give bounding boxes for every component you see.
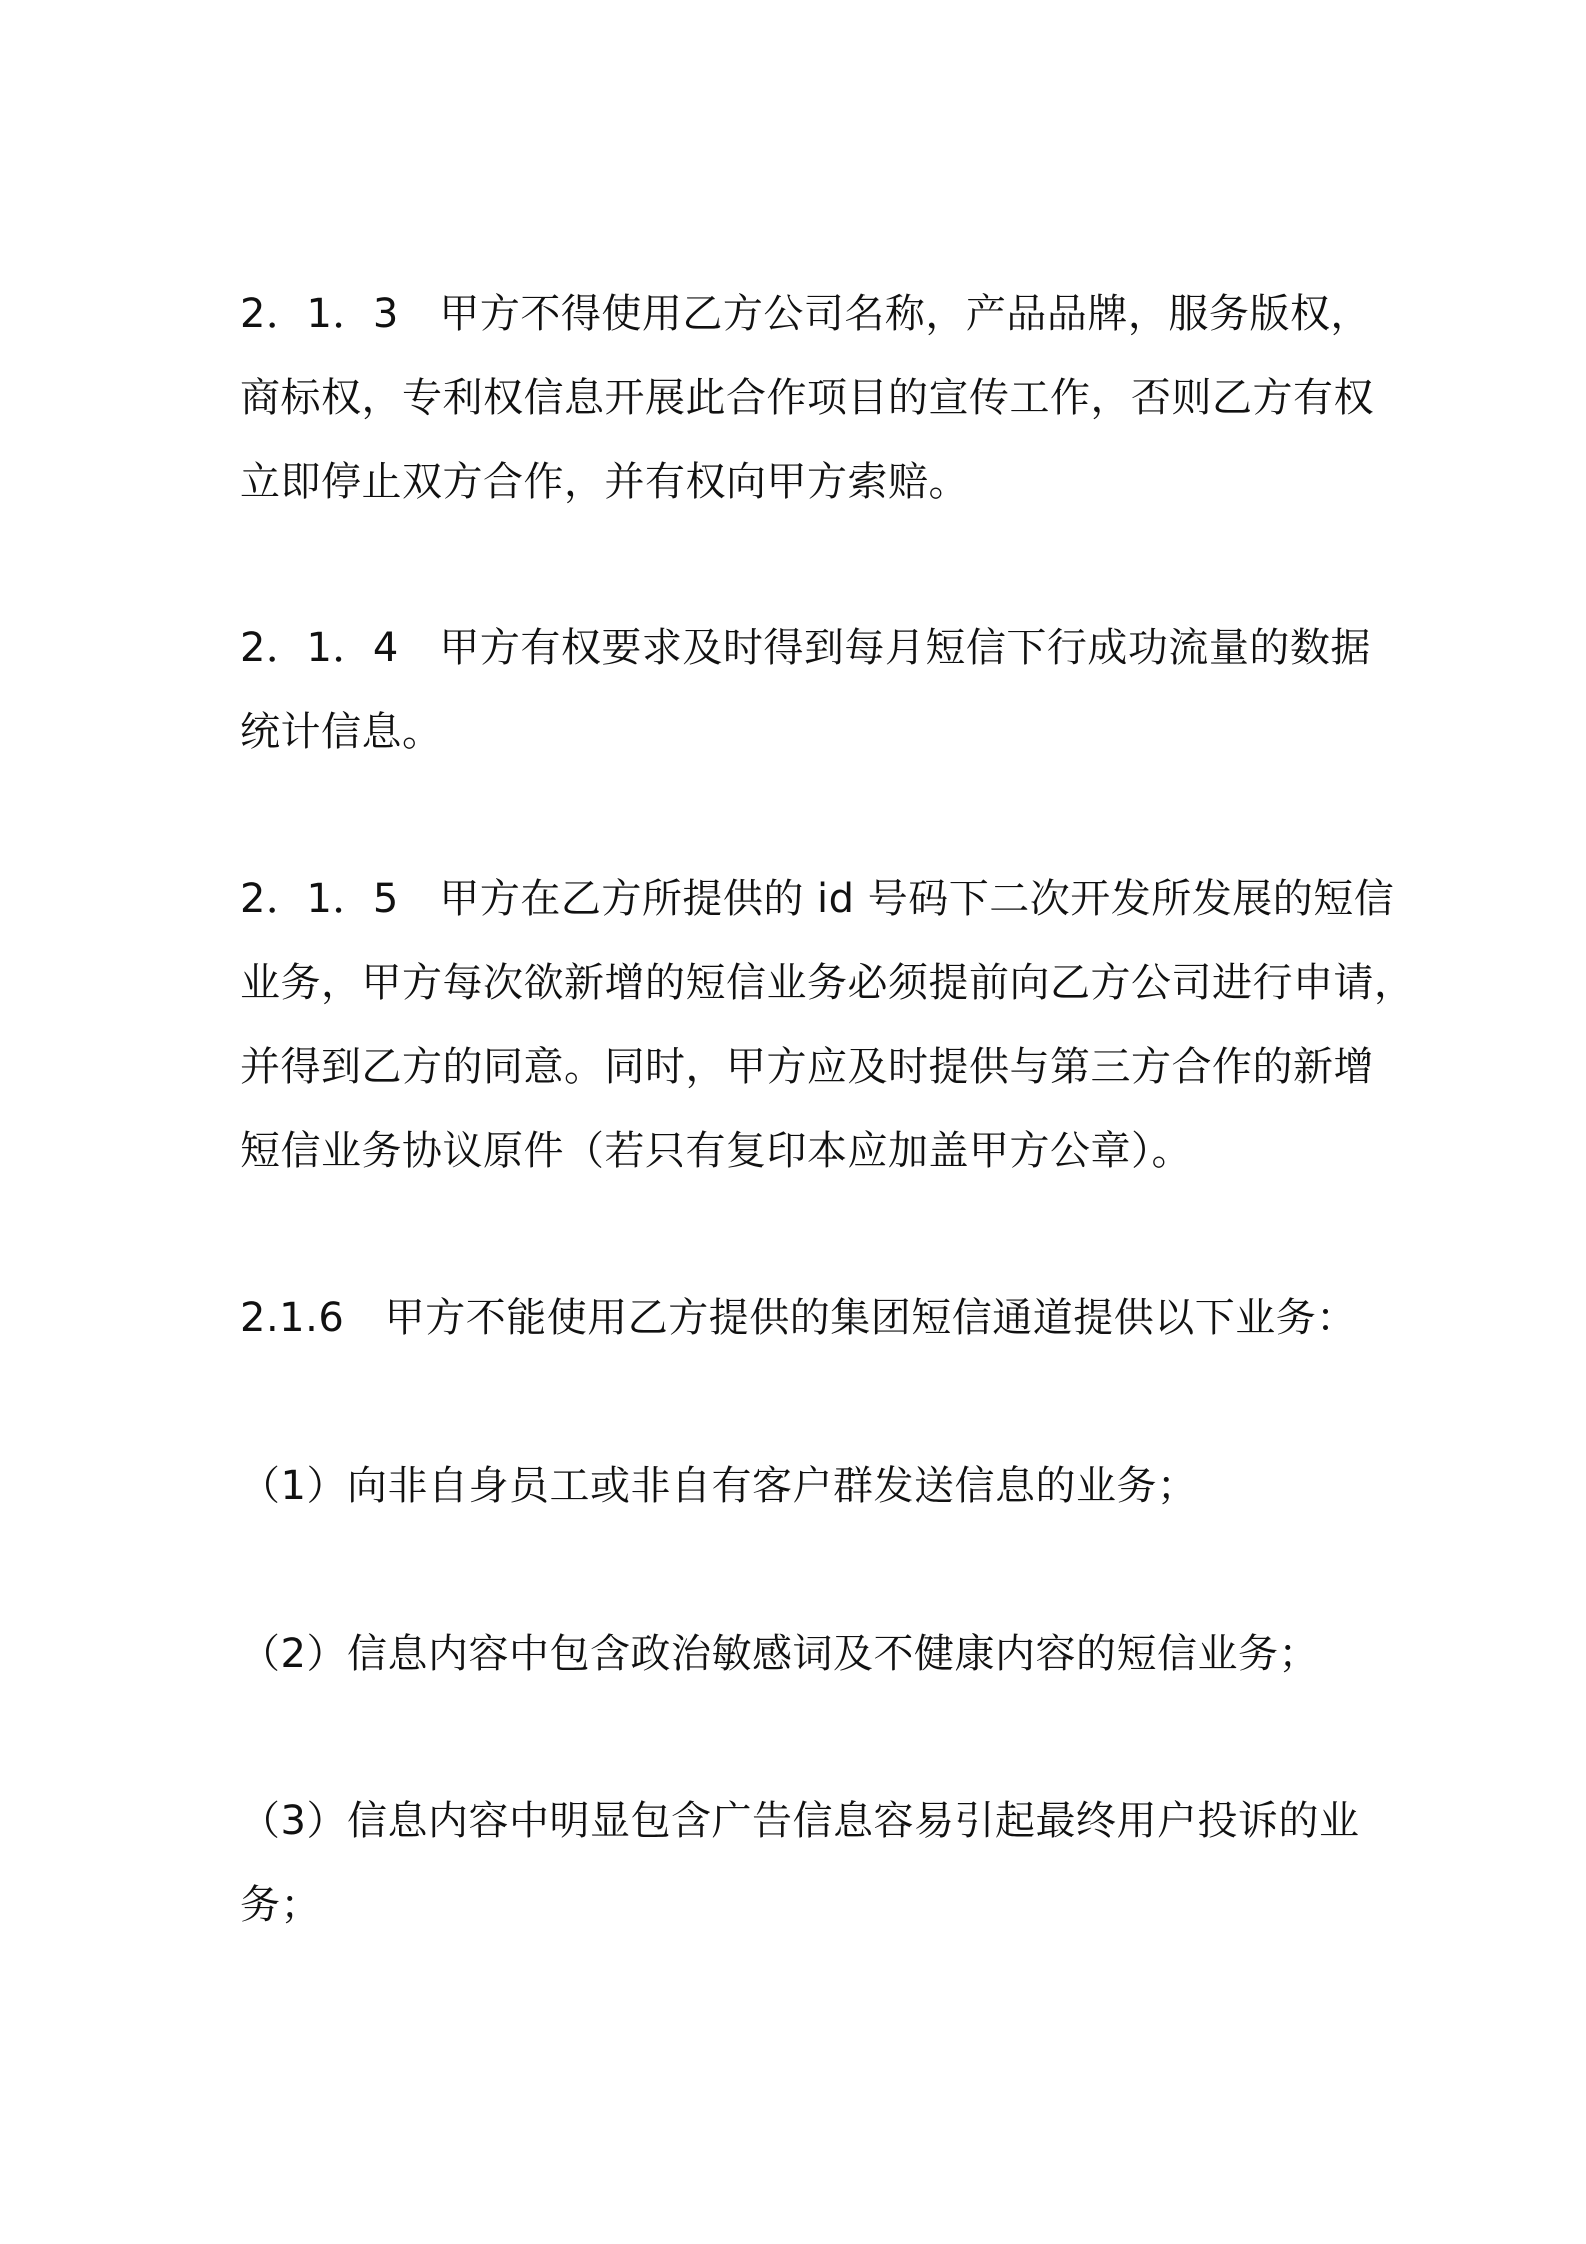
clause-2-1-5-line-4: 短信业务协议原件（若只有复印本应加盖甲方公章）。 bbox=[240, 1128, 1192, 1174]
list-item-1: （1）向非自身员工或非自有客户群发送信息的业务； bbox=[240, 1463, 1198, 1509]
clause-2-1-6-line-1: 2.1.6 甲方不能使用乙方提供的集团短信通道提供以下业务： bbox=[240, 1295, 1357, 1341]
list-item-3-line-2: 务； bbox=[240, 1882, 321, 1928]
clause-2-1-5-line-1: 2．1．5 甲方在乙方所提供的 id 号码下二次开发所发展的短信 bbox=[240, 876, 1395, 922]
clause-2-1-4-line-2: 统计信息。 bbox=[240, 709, 443, 755]
clause-2-1-3-line-3: 立即停止双方合作，并有权向甲方索赔。 bbox=[240, 459, 969, 505]
clause-2-1-4-line-1: 2．1．4 甲方有权要求及时得到每月短信下行成功流量的数据 bbox=[240, 625, 1371, 671]
list-item-3-line-1: （3）信息内容中明显包含广告信息容易引起最终用户投诉的业 bbox=[240, 1798, 1360, 1844]
clause-2-1-5-line-2: 业务，甲方每次欲新增的短信业务必须提前向乙方公司进行申请， bbox=[240, 960, 1415, 1006]
clause-2-1-3-line-2: 商标权，专利权信息开展此合作项目的宣传工作，否则乙方有权 bbox=[240, 375, 1374, 421]
clause-2-1-5-line-3: 并得到乙方的同意。同时，甲方应及时提供与第三方合作的新增 bbox=[240, 1044, 1374, 1090]
list-item-2: （2）信息内容中包含政治敏感词及不健康内容的短信业务； bbox=[240, 1631, 1319, 1677]
clause-2-1-3-line-1: 2．1．3 甲方不得使用乙方公司名称，产品品牌，服务版权， bbox=[240, 291, 1371, 337]
